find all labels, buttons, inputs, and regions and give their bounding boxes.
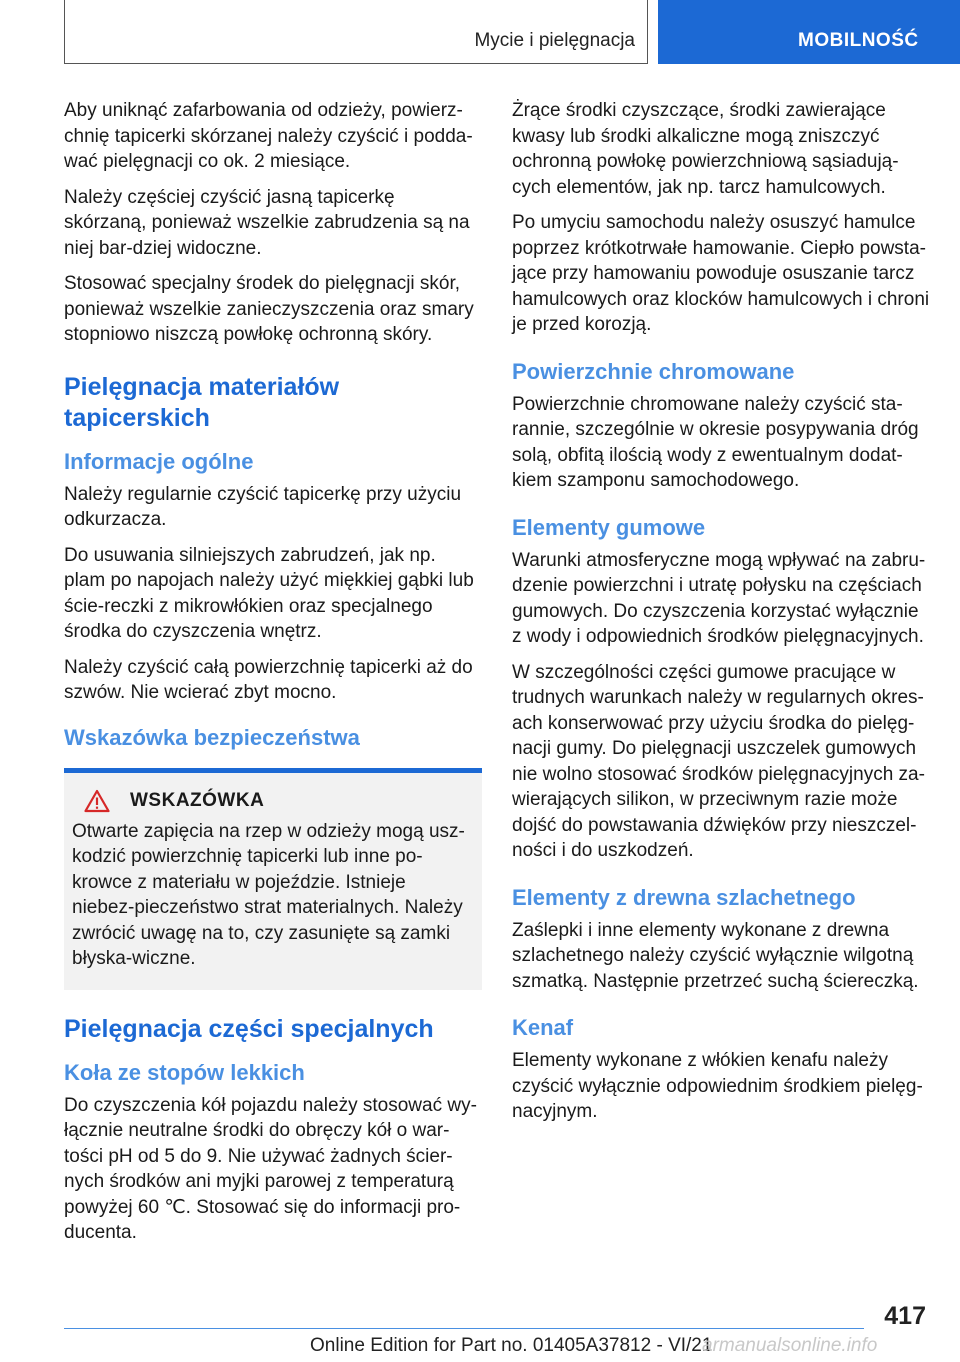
warning-box bbox=[64, 768, 482, 990]
paragraph: Warunki atmosferyczne mogą wpływać na zabru-dzenie powierzchni i utratę połysku na częściach gumowych. Do czyszczenia korzystać wyłącznie z wody i odpowiednich środków pielęgnacyjnych. bbox=[512, 549, 926, 647]
paragraph: W szczególności części gumowe pracujące w trudnych warunkach należy w regularnych okres-ach konserwować przy użyciu środka do pielęg-nacji gumy. Do pielęgnacji uszczelek gumowych nie wolno stosować środków pielęgnacyjnych za-wierających silikon, w przeciwnym razie może dojść do powstawania dźwięków przy nieszczel-ności i do uszkodzeń. bbox=[512, 661, 925, 861]
subheading-chrome-surfaces: Powierzchnie chromowane bbox=[512, 358, 795, 384]
paragraph: Stosować specjalny środek do pielęgnacji skór, ponieważ wszelkie zanieczyszczenia oraz smary stopniowo niszczą powłokę ochronną skóry. bbox=[64, 273, 474, 345]
header-section-title: Mycie i pielęgnacja bbox=[474, 30, 635, 51]
paragraph: Do usuwania silniejszych zabrudzeń, jak np. plam po napojach należy użyć miękkiej gąbki lub ście-reczki z mikrowłókien oraz specjalnego środka do czyszczenia wnętrz. bbox=[64, 544, 474, 642]
section-heading-special-parts: Pielęgnacja części specjalnych bbox=[64, 1014, 434, 1043]
subheading-general-info: Informacje ogólne bbox=[64, 448, 254, 474]
subheading-safety-note: Wskazówka bezpieczeństwa bbox=[64, 724, 360, 750]
paragraph: Elementy wykonane z włókien kenafu należy czyścić wyłącznie odpowiednim środkiem pielęg-nacyjnym. bbox=[512, 1050, 923, 1122]
footer-watermark: armanualsonline.info bbox=[702, 1335, 878, 1356]
subheading-alloy-wheels: Koła ze stopów lekkich bbox=[64, 1059, 305, 1085]
paragraph: Aby uniknąć zafarbowania od odzieży, powierz-chnię tapicerki skórzanej należy czyścić i podda-wać pielęgnacji co ok. 2 miesiące. bbox=[64, 100, 473, 172]
page-number: 417 bbox=[884, 1302, 926, 1330]
header-bar bbox=[64, 0, 648, 64]
paragraph: Powierzchnie chromowane należy czyścić sta-rannie, szczególnie w okresie posypywania dróg solą, obfitą ilością wody z ewentualnym dodat-kiem szamponu samochodowego. bbox=[512, 393, 919, 491]
paragraph: Żrące środki czyszczące, środki zawierające kwasy lub środki alkaliczne mogą zniszczyć ochronną powłokę powierzchniową sąsiadują-cych elementów, jak np. tarcz hamulcowych. bbox=[512, 100, 899, 198]
footer-edition: Online Edition for Part no. 01405A37812 - VI/21 bbox=[310, 1335, 713, 1356]
paragraph: Po umyciu samochodu należy osuszyć hamulce poprzez krótkotrwałe hamowanie. Ciepło powsta-jące przy hamowaniu powoduje osuszanie tarcz hamulcowych oraz klocków hamulcowych i chroni je przed korozją. bbox=[512, 212, 930, 335]
section-heading-upholstery: Pielęgnacja materiałów tapicerskich bbox=[64, 372, 340, 432]
footer-divider bbox=[64, 1328, 864, 1329]
warning-header bbox=[72, 789, 472, 813]
subheading-fine-wood: Elementy z drewna szlachetnego bbox=[512, 884, 856, 910]
left-column bbox=[64, 98, 482, 1256]
paragraph: Należy regularnie czyścić tapicerkę przy użyciu odkurzacza. bbox=[64, 483, 462, 530]
warning-triangle-icon bbox=[84, 789, 110, 813]
paragraph: Zaślepki i inne elementy wykonane z drewna szlachetnego należy czyścić wyłącznie wilgotną szmatką. Następnie przetrzeć suchą ściereczką. bbox=[512, 919, 919, 992]
right-column bbox=[512, 98, 930, 1135]
paragraph: Należy czyścić całą powierzchnię tapicerki aż do szwów. Nie wcierać zbyt mocno. bbox=[64, 656, 473, 703]
subheading-kenaf: Kenaf bbox=[512, 1015, 574, 1040]
warning-title: WSKAZÓWKA bbox=[130, 789, 265, 811]
warning-text: Otwarte zapięcia na rzep w odzieży mogą usz-kodzić powierzchnię tapicerki lub inne po-krowce z materiału w pojeździe. Istnieje niebez-pieczeństwo strat materialnych. Należy zwrócić uwagę na to, czy zasunięte są zamki błyska-wiczne. bbox=[72, 820, 465, 969]
subheading-rubber-parts: Elementy gumowe bbox=[512, 514, 706, 540]
paragraph: Należy częściej czyścić jasną tapicerkę skórzaną, ponieważ wszelkie zabrudzenia są na niej bar-dziej widoczne. bbox=[64, 186, 470, 259]
header-chapter-tab[interactable] bbox=[658, 0, 960, 64]
header-chapter-label: MOBILNOŚĆ bbox=[798, 30, 919, 51]
paragraph: Do czyszczenia kół pojazdu należy stosować wy-łącznie neutralne środki do obręczy kół o war-tości pH od 5 do 9. Nie używać żadnych ścier-nych środków ani myjki parowej z temperaturą powyżej 60 ℃. Stosować się do informacji pro-ducenta. bbox=[64, 1094, 477, 1243]
